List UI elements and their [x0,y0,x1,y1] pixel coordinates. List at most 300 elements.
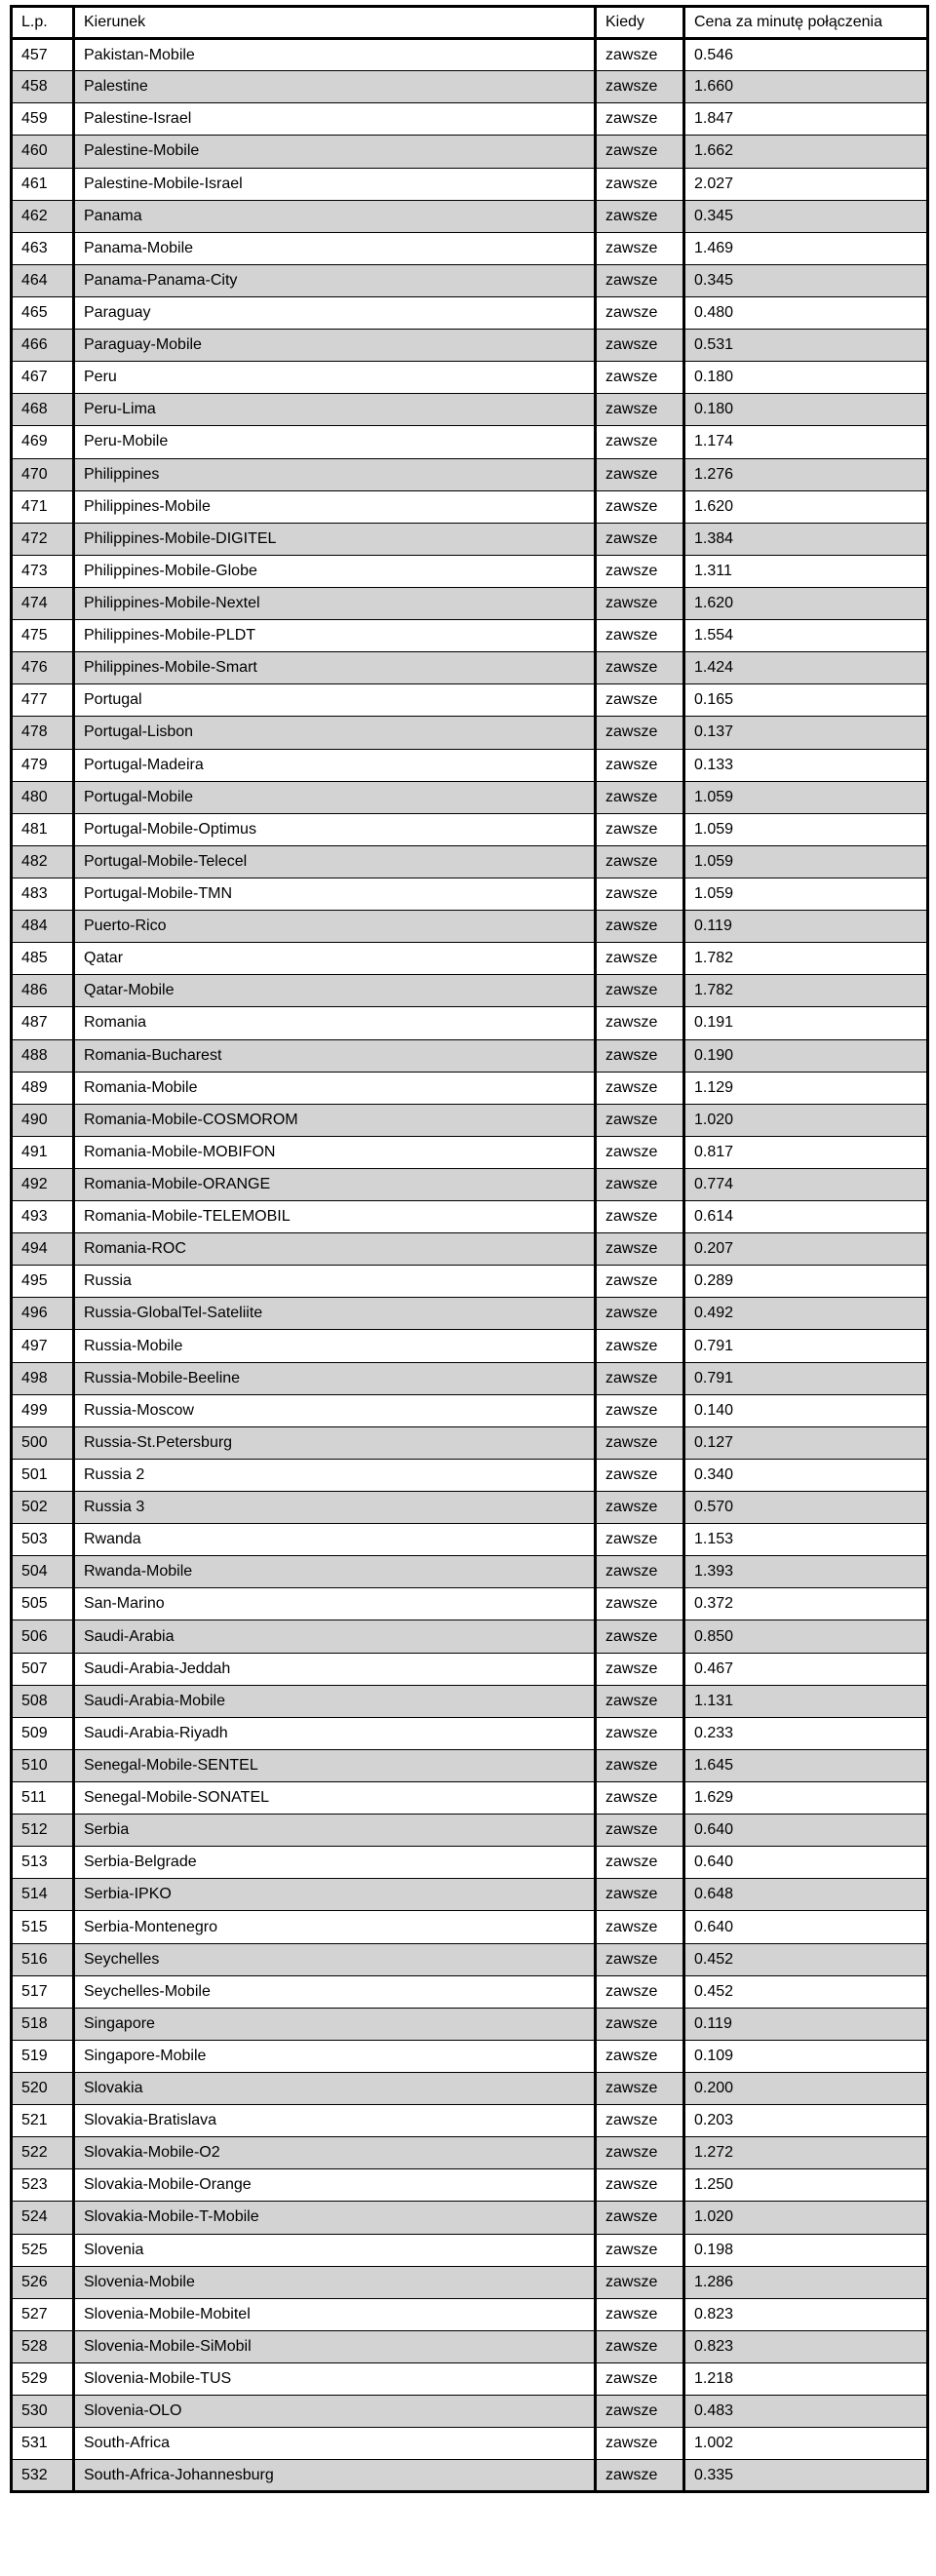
cell-direction: Portugal-Madeira [74,749,596,781]
cell-lp: 503 [12,1524,74,1556]
cell-lp: 465 [12,296,74,329]
table-row [12,975,928,1007]
table-row [12,1266,928,1298]
cell-lp: 458 [12,71,74,103]
cell-price: 1.059 [684,813,928,845]
cell-price: 0.165 [684,684,928,717]
cell-lp: 491 [12,1136,74,1168]
cell-direction: San-Marino [74,1588,596,1620]
cell-direction: Russia-GlobalTel-Sateliite [74,1298,596,1330]
cell-price: 1.424 [684,652,928,684]
table-row [12,943,928,975]
cell-direction: Russia 2 [74,1459,596,1491]
cell-direction: Slovakia-Bratislava [74,2105,596,2137]
cell-when: zawsze [596,1975,684,2008]
cell-lp: 515 [12,1911,74,1943]
cell-when: zawsze [596,813,684,845]
cell-price: 0.570 [684,1492,928,1524]
cell-when: zawsze [596,749,684,781]
cell-direction: Romania-Mobile-TELEMOBIL [74,1201,596,1233]
cell-when: zawsze [596,264,684,296]
cell-direction: Panama [74,200,596,232]
table-row [12,168,928,200]
table-row [12,2105,928,2137]
cell-price: 0.180 [684,362,928,394]
cell-price: 0.180 [684,394,928,426]
cell-lp: 528 [12,2330,74,2362]
cell-price: 0.640 [684,1847,928,1879]
cell-price: 1.393 [684,1556,928,1588]
cell-lp: 519 [12,2040,74,2072]
cell-price: 1.272 [684,2137,928,2169]
cell-when: zawsze [596,1653,684,1685]
cell-when: zawsze [596,2105,684,2137]
cell-when: zawsze [596,684,684,717]
cell-when: zawsze [596,1556,684,1588]
cell-lp: 472 [12,523,74,555]
cell-direction: Serbia-IPKO [74,1879,596,1911]
cell-lp: 487 [12,1007,74,1039]
cell-direction: Peru [74,362,596,394]
table-row [12,426,928,458]
cell-lp: 466 [12,330,74,362]
cell-price: 0.190 [684,1039,928,1072]
table-row [12,1524,928,1556]
cell-direction: Russia-St.Petersburg [74,1426,596,1459]
table-row [12,2298,928,2330]
cell-direction: Russia-Mobile [74,1330,596,1362]
table-row [12,1201,928,1233]
table-row [12,911,928,943]
table-row [12,2202,928,2234]
header-price: Cena za minutę połączenia [684,7,928,39]
cell-lp: 493 [12,1201,74,1233]
cell-when: zawsze [596,1524,684,1556]
cell-when: zawsze [596,1459,684,1491]
table-row [12,136,928,168]
cell-direction: Russia 3 [74,1492,596,1524]
cell-direction: Philippines-Mobile-DIGITEL [74,523,596,555]
cell-direction: Pakistan-Mobile [74,39,596,71]
cell-lp: 518 [12,2008,74,2040]
cell-price: 1.384 [684,523,928,555]
cell-when: zawsze [596,2460,684,2492]
cell-direction: South-Africa [74,2428,596,2460]
cell-price: 1.059 [684,781,928,813]
cell-lp: 459 [12,103,74,136]
table-row [12,1394,928,1426]
table-row [12,1717,928,1749]
cell-lp: 463 [12,232,74,264]
table-row [12,458,928,490]
cell-price: 0.207 [684,1233,928,1266]
cell-direction: Portugal-Mobile-TMN [74,878,596,910]
cell-direction: Portugal-Mobile [74,781,596,813]
table-row [12,330,928,362]
cell-price: 1.129 [684,1072,928,1104]
cell-lp: 480 [12,781,74,813]
cell-price: 0.127 [684,1426,928,1459]
cell-price: 1.020 [684,2202,928,2234]
cell-when: zawsze [596,1168,684,1200]
cell-when: zawsze [596,717,684,749]
cell-lp: 481 [12,813,74,845]
cell-lp: 474 [12,587,74,619]
cell-lp: 507 [12,1653,74,1685]
cell-when: zawsze [596,1943,684,1975]
cell-lp: 511 [12,1782,74,1815]
cell-lp: 527 [12,2298,74,2330]
cell-when: zawsze [596,2428,684,2460]
cell-price: 1.131 [684,1685,928,1717]
table-row [12,2008,928,2040]
cell-price: 0.289 [684,1266,928,1298]
header-when: Kiedy [596,7,684,39]
cell-direction: Portugal-Mobile-Telecel [74,845,596,878]
cell-direction: Slovenia-Mobile-SiMobil [74,2330,596,2362]
cell-direction: Slovakia-Mobile-T-Mobile [74,2202,596,2234]
table-row [12,684,928,717]
cell-price: 0.791 [684,1362,928,1394]
cell-price: 0.335 [684,2460,928,2492]
cell-when: zawsze [596,1201,684,1233]
cell-price: 0.850 [684,1620,928,1653]
cell-lp: 483 [12,878,74,910]
table-body [12,39,928,2492]
cell-lp: 514 [12,1879,74,1911]
cell-price: 0.480 [684,296,928,329]
cell-price: 0.345 [684,264,928,296]
cell-price: 0.640 [684,1911,928,1943]
cell-lp: 479 [12,749,74,781]
cell-price: 1.629 [684,1782,928,1815]
cell-direction: Romania-Mobile-COSMOROM [74,1104,596,1136]
cell-price: 1.311 [684,555,928,587]
cell-lp: 524 [12,2202,74,2234]
cell-direction: Romania [74,1007,596,1039]
cell-price: 1.660 [684,71,928,103]
cell-when: zawsze [596,1426,684,1459]
cell-price: 0.531 [684,330,928,362]
cell-price: 1.276 [684,458,928,490]
cell-when: zawsze [596,426,684,458]
cell-when: zawsze [596,1911,684,1943]
table-row [12,1459,928,1491]
cell-lp: 468 [12,394,74,426]
cell-direction: Philippines-Mobile [74,490,596,523]
cell-lp: 523 [12,2169,74,2202]
cell-direction: Saudi-Arabia-Riyadh [74,1717,596,1749]
cell-lp: 457 [12,39,74,71]
cell-when: zawsze [596,2202,684,2234]
cell-price: 0.817 [684,1136,928,1168]
cell-price: 1.250 [684,2169,928,2202]
cell-price: 0.109 [684,2040,928,2072]
cell-direction: Slovakia-Mobile-O2 [74,2137,596,2169]
table-row [12,490,928,523]
cell-direction: Palestine-Israel [74,103,596,136]
cell-when: zawsze [596,1072,684,1104]
cell-price: 0.467 [684,1653,928,1685]
cell-when: zawsze [596,1007,684,1039]
table-row [12,1233,928,1266]
cell-when: zawsze [596,2266,684,2298]
table-row [12,2396,928,2428]
table-row [12,1588,928,1620]
cell-price: 0.483 [684,2396,928,2428]
cell-lp: 475 [12,620,74,652]
cell-direction: Slovenia-Mobile-Mobitel [74,2298,596,2330]
cell-lp: 478 [12,717,74,749]
cell-lp: 510 [12,1749,74,1781]
table-row [12,620,928,652]
table-row [12,1362,928,1394]
cell-when: zawsze [596,2137,684,2169]
table-row [12,1104,928,1136]
table-row [12,1072,928,1104]
cell-lp: 506 [12,1620,74,1653]
cell-when: zawsze [596,781,684,813]
cell-when: zawsze [596,1266,684,1298]
cell-direction: Rwanda [74,1524,596,1556]
cell-when: zawsze [596,232,684,264]
cell-when: zawsze [596,975,684,1007]
cell-lp: 469 [12,426,74,458]
cell-lp: 476 [12,652,74,684]
cell-lp: 521 [12,2105,74,2137]
cell-price: 0.233 [684,1717,928,1749]
cell-price: 1.782 [684,943,928,975]
cell-when: zawsze [596,1104,684,1136]
cell-when: zawsze [596,1039,684,1072]
cell-price: 0.198 [684,2234,928,2266]
cell-when: zawsze [596,330,684,362]
cell-when: zawsze [596,2234,684,2266]
cell-direction: Slovenia [74,2234,596,2266]
cell-direction: Senegal-Mobile-SONATEL [74,1782,596,1815]
cell-lp: 464 [12,264,74,296]
table-row [12,652,928,684]
cell-when: zawsze [596,2073,684,2105]
table-row [12,2169,928,2202]
cell-when: zawsze [596,362,684,394]
table-row [12,1943,928,1975]
cell-direction: Senegal-Mobile-SENTEL [74,1749,596,1781]
cell-price: 0.340 [684,1459,928,1491]
cell-price: 0.823 [684,2298,928,2330]
cell-when: zawsze [596,878,684,910]
cell-direction: Palestine [74,71,596,103]
table-row [12,71,928,103]
table-row [12,587,928,619]
table-row [12,781,928,813]
cell-price: 1.174 [684,426,928,458]
cell-direction: Portugal-Lisbon [74,717,596,749]
cell-lp: 499 [12,1394,74,1426]
cell-direction: Rwanda-Mobile [74,1556,596,1588]
cell-direction: Paraguay [74,296,596,329]
table-row [12,717,928,749]
table-row [12,394,928,426]
cell-lp: 501 [12,1459,74,1491]
cell-when: zawsze [596,620,684,652]
table-row [12,2330,928,2362]
cell-when: zawsze [596,2169,684,2202]
cell-price: 0.133 [684,749,928,781]
table-row [12,232,928,264]
cell-lp: 477 [12,684,74,717]
cell-direction: Qatar-Mobile [74,975,596,1007]
cell-when: zawsze [596,845,684,878]
table-row [12,39,928,71]
table-row [12,1749,928,1781]
cell-when: zawsze [596,1233,684,1266]
cell-direction: Singapore-Mobile [74,2040,596,2072]
table-row [12,2234,928,2266]
cell-price: 0.452 [684,1975,928,2008]
cell-lp: 522 [12,2137,74,2169]
cell-when: zawsze [596,2362,684,2395]
cell-direction: Saudi-Arabia-Mobile [74,1685,596,1717]
table-row [12,1426,928,1459]
cell-price: 0.546 [684,39,928,71]
cell-lp: 473 [12,555,74,587]
table-row [12,2073,928,2105]
cell-when: zawsze [596,39,684,71]
cell-lp: 526 [12,2266,74,2298]
cell-direction: Romania-Mobile [74,1072,596,1104]
table-row [12,296,928,329]
cell-when: zawsze [596,136,684,168]
cell-direction: Slovakia [74,2073,596,2105]
cell-when: zawsze [596,1492,684,1524]
table-row [12,2266,928,2298]
cell-when: zawsze [596,1136,684,1168]
cell-when: zawsze [596,555,684,587]
cell-lp: 530 [12,2396,74,2428]
cell-price: 1.218 [684,2362,928,2395]
cell-lp: 488 [12,1039,74,1072]
header-row [12,7,928,39]
cell-lp: 486 [12,975,74,1007]
table-row [12,1039,928,1072]
table-row [12,1879,928,1911]
cell-when: zawsze [596,103,684,136]
cell-direction: Slovenia-Mobile-TUS [74,2362,596,2395]
cell-direction: Paraguay-Mobile [74,330,596,362]
table-row [12,1620,928,1653]
cell-direction: Palestine-Mobile [74,136,596,168]
table-row [12,1685,928,1717]
table-row [12,2362,928,2395]
table-row [12,1847,928,1879]
cell-direction: Philippines-Mobile-Globe [74,555,596,587]
cell-price: 1.002 [684,2428,928,2460]
cell-lp: 489 [12,1072,74,1104]
cell-when: zawsze [596,490,684,523]
cell-when: zawsze [596,2396,684,2428]
cell-when: zawsze [596,2330,684,2362]
table-row [12,264,928,296]
cell-direction: Qatar [74,943,596,975]
table-row [12,845,928,878]
cell-when: zawsze [596,2040,684,2072]
header-lp: L.p. [12,7,74,39]
cell-price: 1.662 [684,136,928,168]
cell-price: 1.153 [684,1524,928,1556]
cell-direction: Serbia-Belgrade [74,1847,596,1879]
table-row [12,555,928,587]
table-row [12,1653,928,1685]
cell-direction: Saudi-Arabia-Jeddah [74,1653,596,1685]
cell-price: 0.203 [684,2105,928,2137]
cell-when: zawsze [596,71,684,103]
cell-when: zawsze [596,1782,684,1815]
cell-price: 1.286 [684,2266,928,2298]
cell-price: 1.059 [684,878,928,910]
cell-price: 0.372 [684,1588,928,1620]
cell-direction: Romania-Mobile-MOBIFON [74,1136,596,1168]
cell-price: 1.469 [684,232,928,264]
cell-price: 0.823 [684,2330,928,2362]
cell-lp: 500 [12,1426,74,1459]
cell-direction: Puerto-Rico [74,911,596,943]
cell-direction: Slovenia-Mobile [74,2266,596,2298]
table-row [12,878,928,910]
cell-price: 0.452 [684,1943,928,1975]
cell-lp: 513 [12,1847,74,1879]
table-row [12,1782,928,1815]
cell-direction: Serbia [74,1815,596,1847]
cell-when: zawsze [596,1717,684,1749]
cell-direction: Philippines-Mobile-Nextel [74,587,596,619]
cell-price: 1.554 [684,620,928,652]
table-row [12,749,928,781]
cell-lp: 462 [12,200,74,232]
cell-direction: Romania-ROC [74,1233,596,1266]
cell-lp: 504 [12,1556,74,1588]
cell-direction: Portugal [74,684,596,717]
cell-price: 0.492 [684,1298,928,1330]
cell-lp: 492 [12,1168,74,1200]
cell-lp: 525 [12,2234,74,2266]
cell-when: zawsze [596,1298,684,1330]
cell-lp: 531 [12,2428,74,2460]
cell-lp: 490 [12,1104,74,1136]
cell-lp: 508 [12,1685,74,1717]
table-row [12,523,928,555]
cell-when: zawsze [596,1620,684,1653]
cell-when: zawsze [596,523,684,555]
cell-lp: 532 [12,2460,74,2492]
cell-direction: Romania-Bucharest [74,1039,596,1072]
table-row [12,813,928,845]
table-row [12,2428,928,2460]
header-direction: Kierunek [74,7,596,39]
cell-direction: Philippines-Mobile-PLDT [74,620,596,652]
cell-price: 1.782 [684,975,928,1007]
cell-lp: 517 [12,1975,74,2008]
cell-direction: Philippines-Mobile-Smart [74,652,596,684]
cell-price: 0.614 [684,1201,928,1233]
cell-when: zawsze [596,1394,684,1426]
table-header [12,7,928,39]
cell-lp: 520 [12,2073,74,2105]
cell-direction: Philippines [74,458,596,490]
cell-when: zawsze [596,168,684,200]
cell-direction: Singapore [74,2008,596,2040]
cell-price: 0.140 [684,1394,928,1426]
